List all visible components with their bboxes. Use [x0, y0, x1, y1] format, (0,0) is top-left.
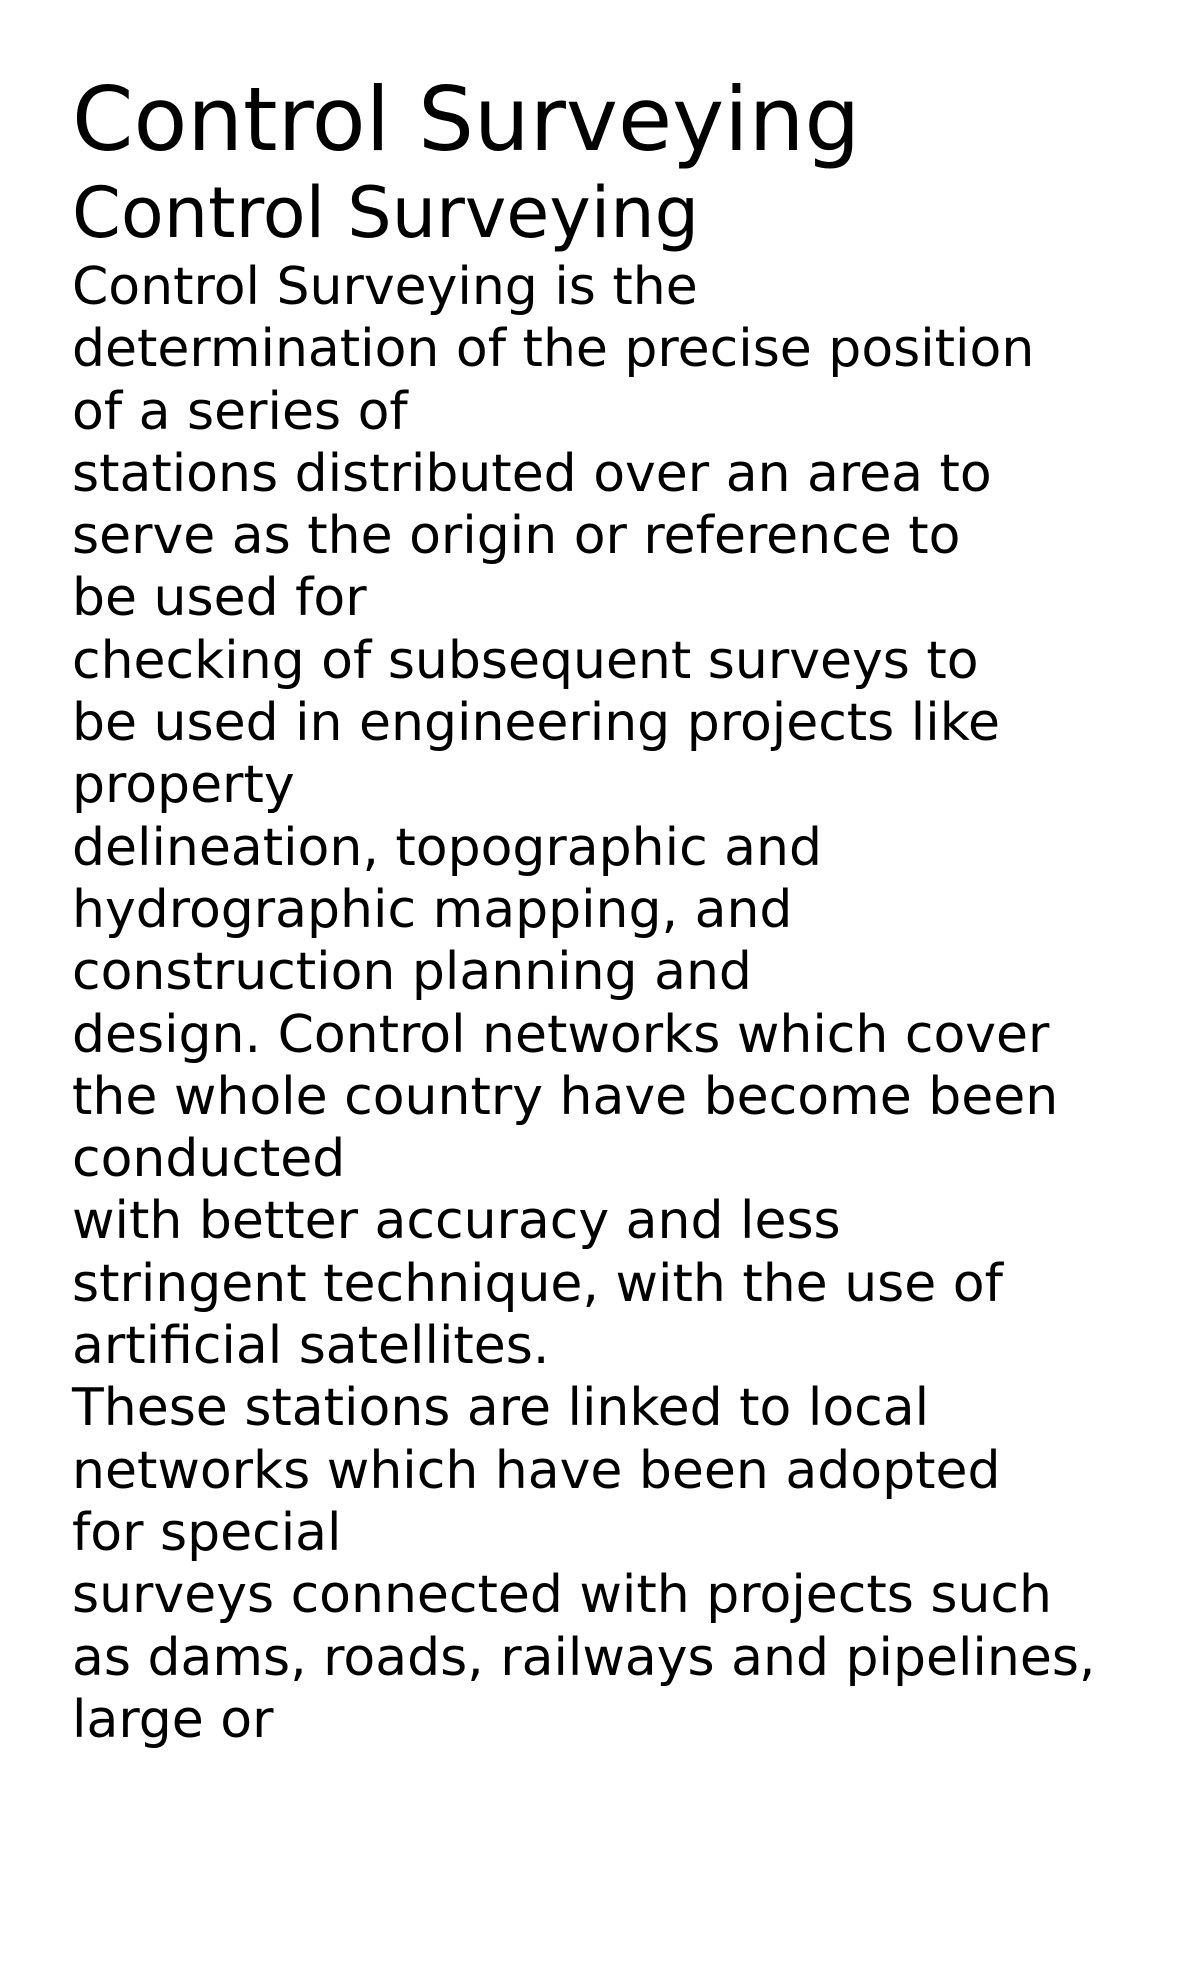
body-line: hydrographic mapping, and: [72, 879, 793, 940]
document-subtitle: Control Surveying: [72, 172, 700, 254]
document-page: [72, 70, 1152, 1751]
body-line: for special: [72, 1502, 342, 1563]
body-line: be used for: [72, 568, 367, 629]
body-line: serve as the origin or reference to: [72, 506, 961, 567]
body-line: networks which have been adopted: [72, 1440, 1001, 1501]
body-line: be used in engineering projects like: [72, 693, 1000, 754]
body-line: stations distributed over an area to: [72, 443, 992, 504]
body-line: with better accuracy and less: [72, 1191, 841, 1252]
body-line: artificial satellites.: [72, 1316, 550, 1377]
body-line: design. Control networks which cover: [72, 1004, 1050, 1065]
body-line: These stations are linked to local: [72, 1378, 930, 1439]
body-line: conducted: [72, 1129, 346, 1190]
body-line: Control Surveying is the: [72, 257, 698, 317]
body-line: large or: [72, 1689, 274, 1750]
body-line: stringent technique, with the use of: [72, 1253, 1003, 1314]
body-line: determination of the precise position: [72, 319, 1035, 380]
document-body: [72, 256, 1152, 1751]
body-line: checking of subsequent surveys to: [72, 630, 979, 691]
body-line: construction planning and: [72, 942, 752, 1003]
document-title: Control Surveying: [72, 68, 861, 171]
body-line: the whole country have become been: [72, 1066, 1059, 1127]
body-line: of a series of: [72, 381, 408, 442]
body-line: surveys connected with projects such: [72, 1565, 1052, 1626]
body-line: property: [72, 755, 295, 816]
body-line: delineation, topographic and: [72, 817, 823, 878]
body-line: as dams, roads, railways and pipelines,: [72, 1627, 1096, 1688]
